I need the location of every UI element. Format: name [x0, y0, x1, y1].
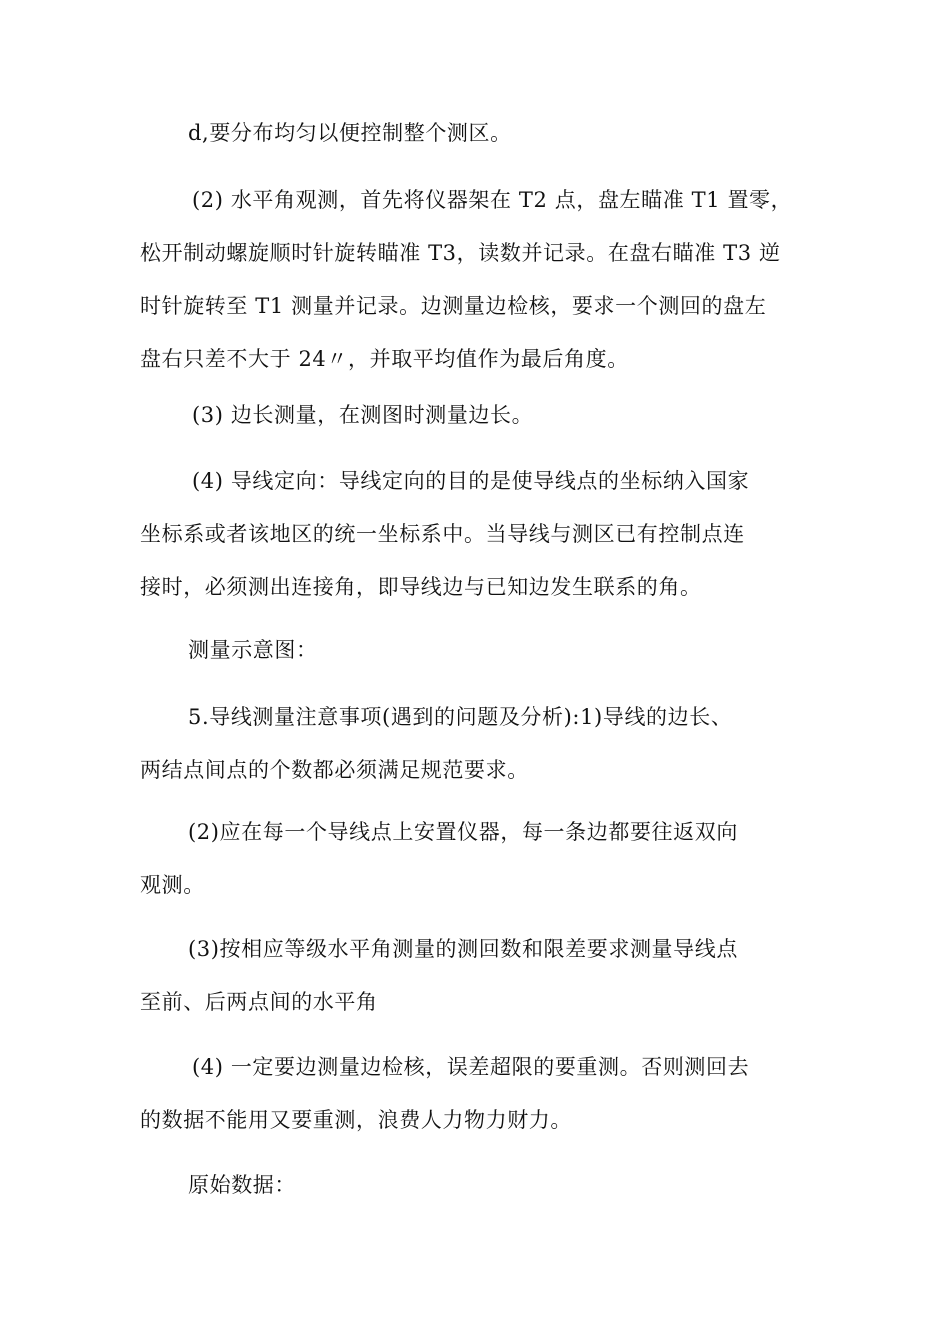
text-line: 盘右只差不大于 24〃，并取平均值作为最后角度。	[140, 347, 629, 371]
text-line: 坐标系或者该地区的统一坐标系中。当导线与测区已有控制点连	[140, 522, 745, 546]
text-line: 原始数据：	[188, 1173, 296, 1197]
paragraph-diagram-caption	[140, 624, 820, 677]
paragraph-distribution-note	[140, 107, 820, 160]
paragraph-side-length	[140, 389, 820, 442]
text-line: 测量示意图：	[188, 638, 318, 662]
text-line: 5.导线测量注意事项(遇到的问题及分析):1)导线的边长、	[188, 705, 733, 729]
paragraph-raw-data-heading	[140, 1159, 820, 1212]
text-line: 松开制动螺旋顺时针旋转瞄准 T3，读数并记录。在盘右瞄准 T3 逆	[140, 241, 781, 265]
paragraph-precaution-2	[140, 806, 820, 912]
paragraph-precaution-4	[140, 1041, 820, 1147]
paragraph-orientation	[140, 455, 820, 614]
text-line: 至前、后两点间的水平角	[140, 990, 378, 1014]
text-line: (3) 边长测量，在测图时测量边长。	[192, 403, 534, 427]
text-line: 接时，必须测出连接角，即导线边与已知边发生联系的角。	[140, 575, 702, 599]
text-line: (4) 一定要边测量边检核，误差超限的要重测。否则测回去	[192, 1055, 750, 1079]
text-line: (4) 导线定向：导线定向的目的是使导线点的坐标纳入国家	[192, 469, 750, 493]
text-line: 时针旋转至 T1 测量并记录。边测量边检核，要求一个测回的盘左	[140, 294, 767, 318]
text-line: 两结点间点的个数都必须满足规范要求。	[140, 758, 529, 782]
paragraph-horizontal-angle	[140, 174, 820, 386]
text-line: (2) 水平角观测，首先将仪器架在 T2 点，盘左瞄准 T1 置零，	[192, 188, 793, 212]
text-line: (2)应在每一个导线点上安置仪器，每一条边都要往返双向	[188, 820, 738, 844]
text-line: d,要分布均匀以便控制整个测区。	[188, 121, 512, 145]
text-line: 观测。	[140, 873, 205, 897]
paragraph-precautions	[140, 691, 820, 797]
paragraph-precaution-3	[140, 923, 820, 1029]
text-line: (3)按相应等级水平角测量的测回数和限差要求测量导线点	[188, 937, 738, 961]
text-line: 的数据不能用又要重测，浪费人力物力财力。	[140, 1108, 572, 1132]
